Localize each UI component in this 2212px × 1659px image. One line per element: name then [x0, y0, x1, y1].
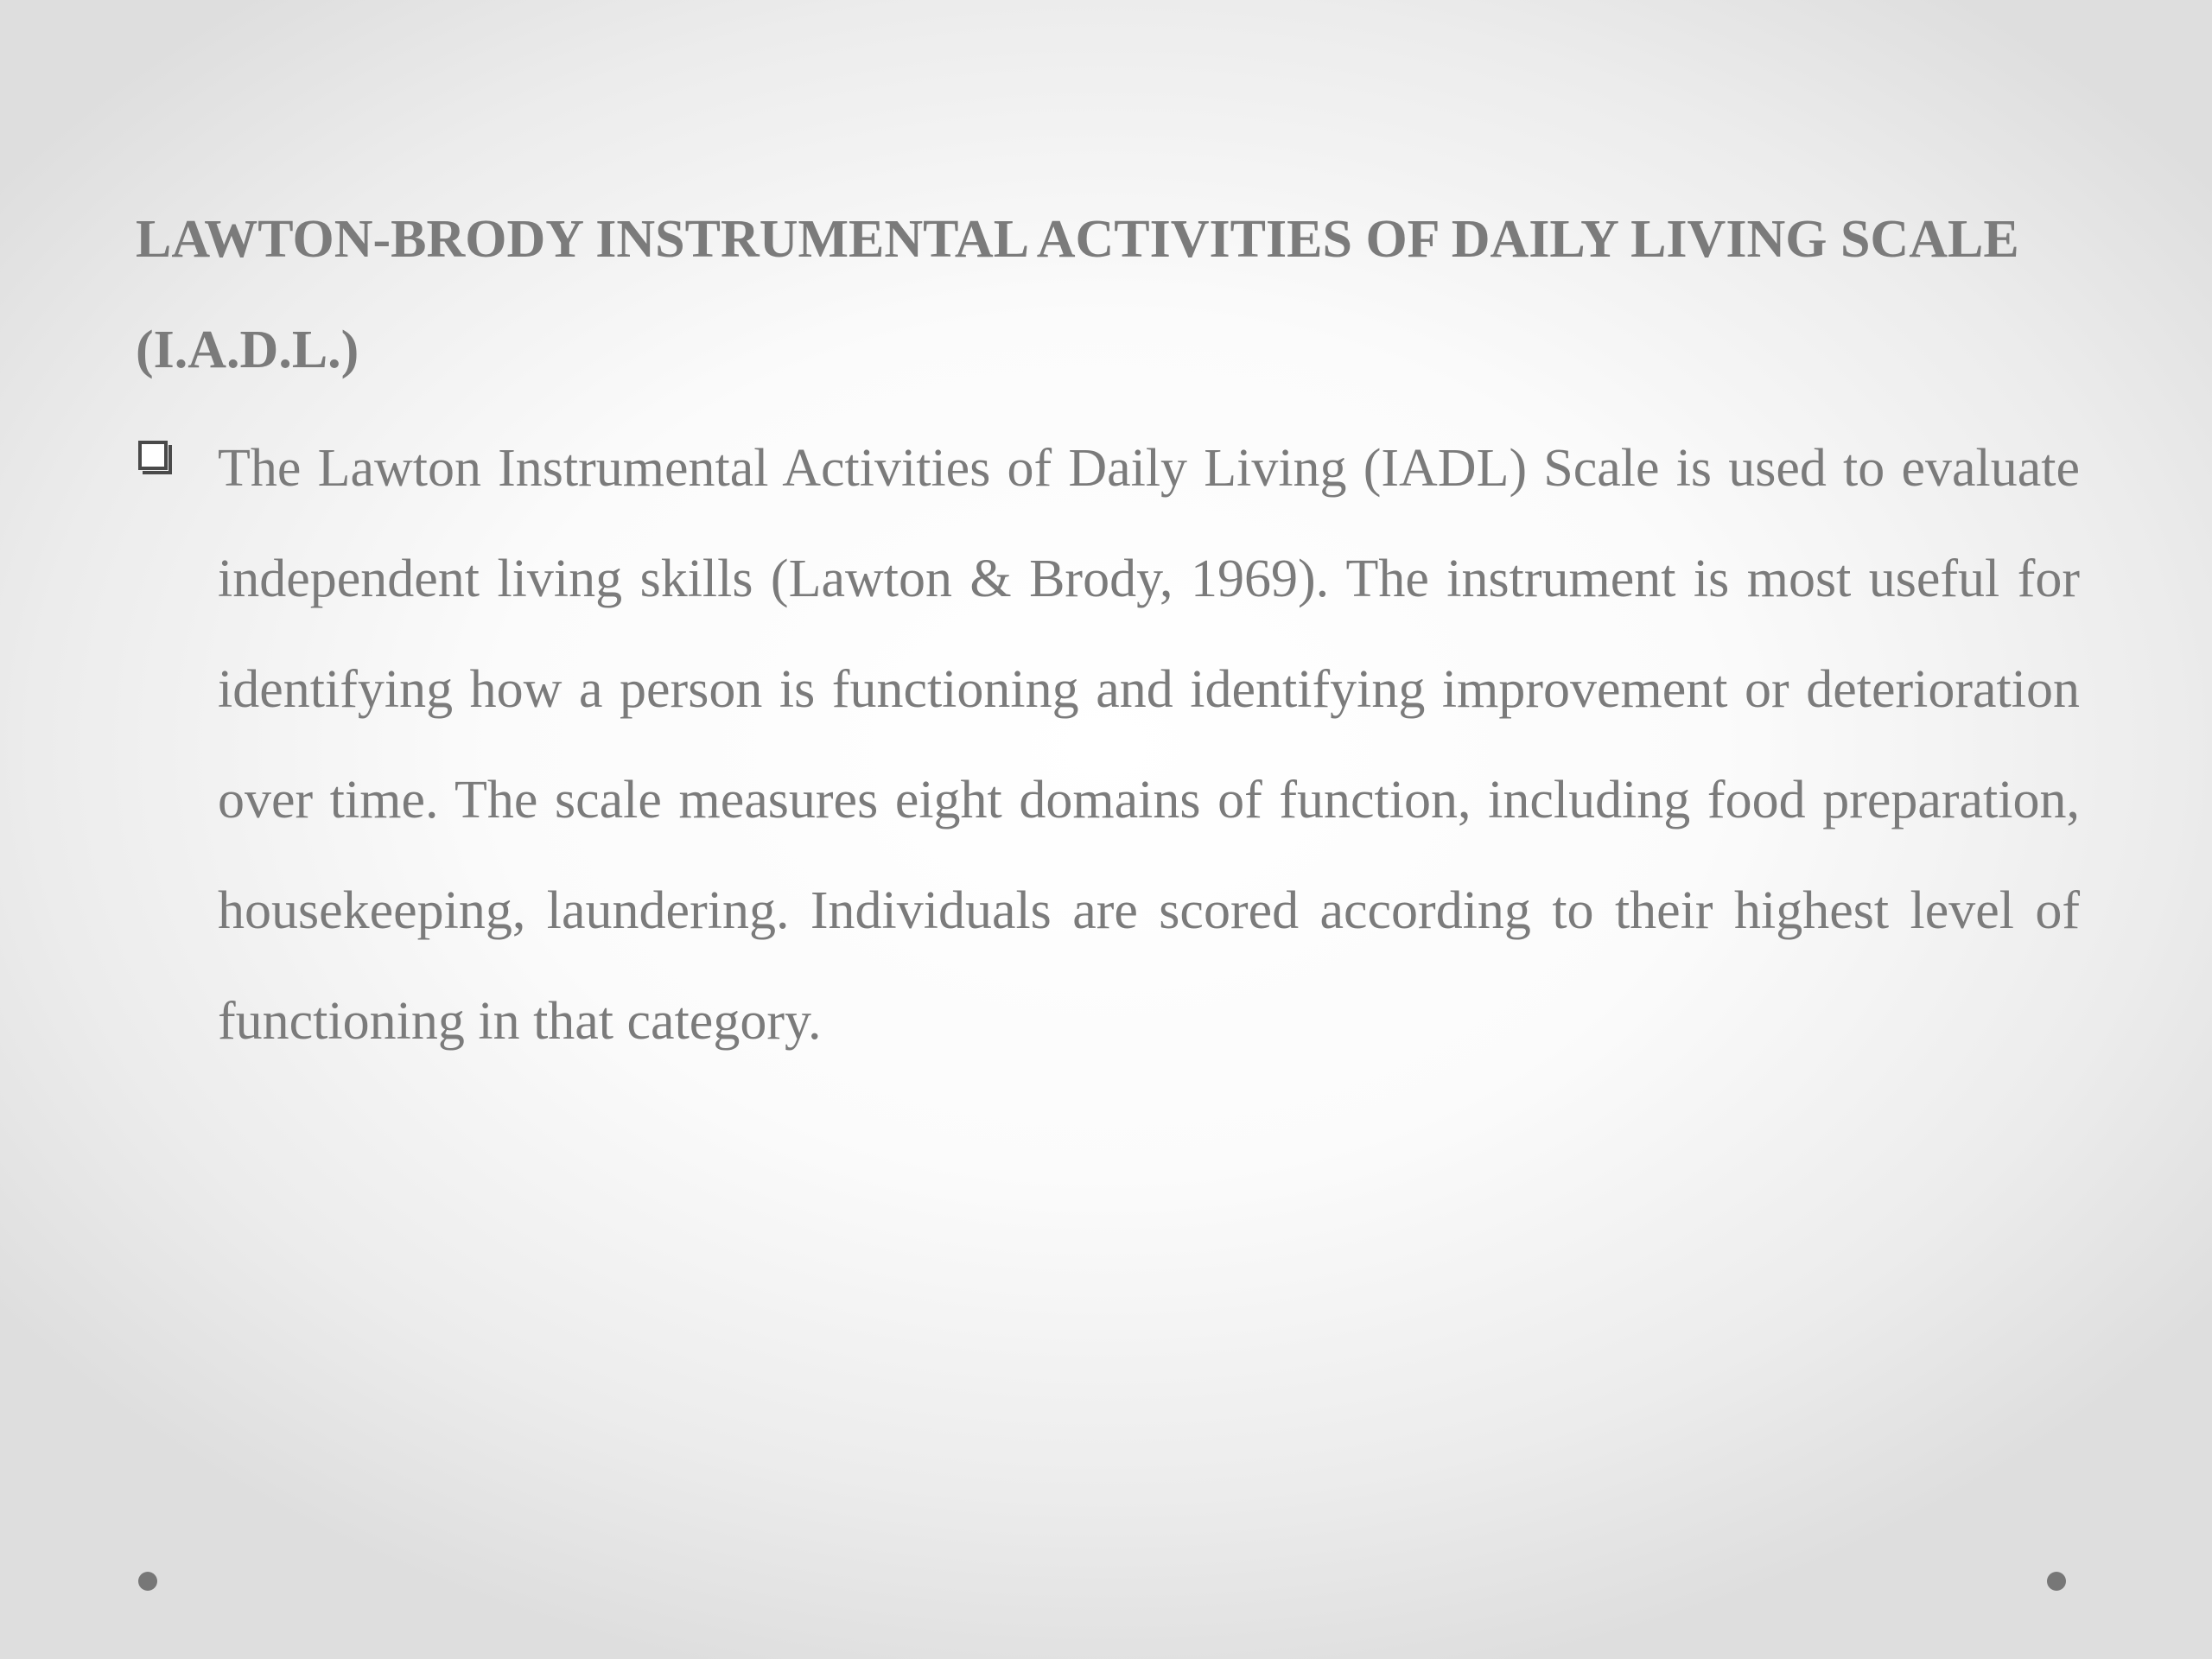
slide-title: LAWTON-BRODY INSTRUMENTAL ACTIVITIES OF DAILY LIVING SCALE (I.A.D.L.): [136, 210, 2019, 379]
bullet-item: [136, 413, 2080, 1077]
corner-dot-left: [138, 1572, 157, 1591]
bullet-text: The Lawton Instrumental Activities of Daily Living (IADL) Scale is used to evaluate independent living skills (Lawton & Brody, 1969). The instrument is most useful for identifying how a person is functioning and identifying improvement or deterioration over time. The scale measures eight domains of function, including food preparation, housekeeping, laundering. Individuals are scored according to their highest level of functioning in that category.: [218, 439, 2080, 1051]
checkbox-square-icon: [137, 440, 172, 474]
corner-dot-right: [2047, 1572, 2066, 1591]
